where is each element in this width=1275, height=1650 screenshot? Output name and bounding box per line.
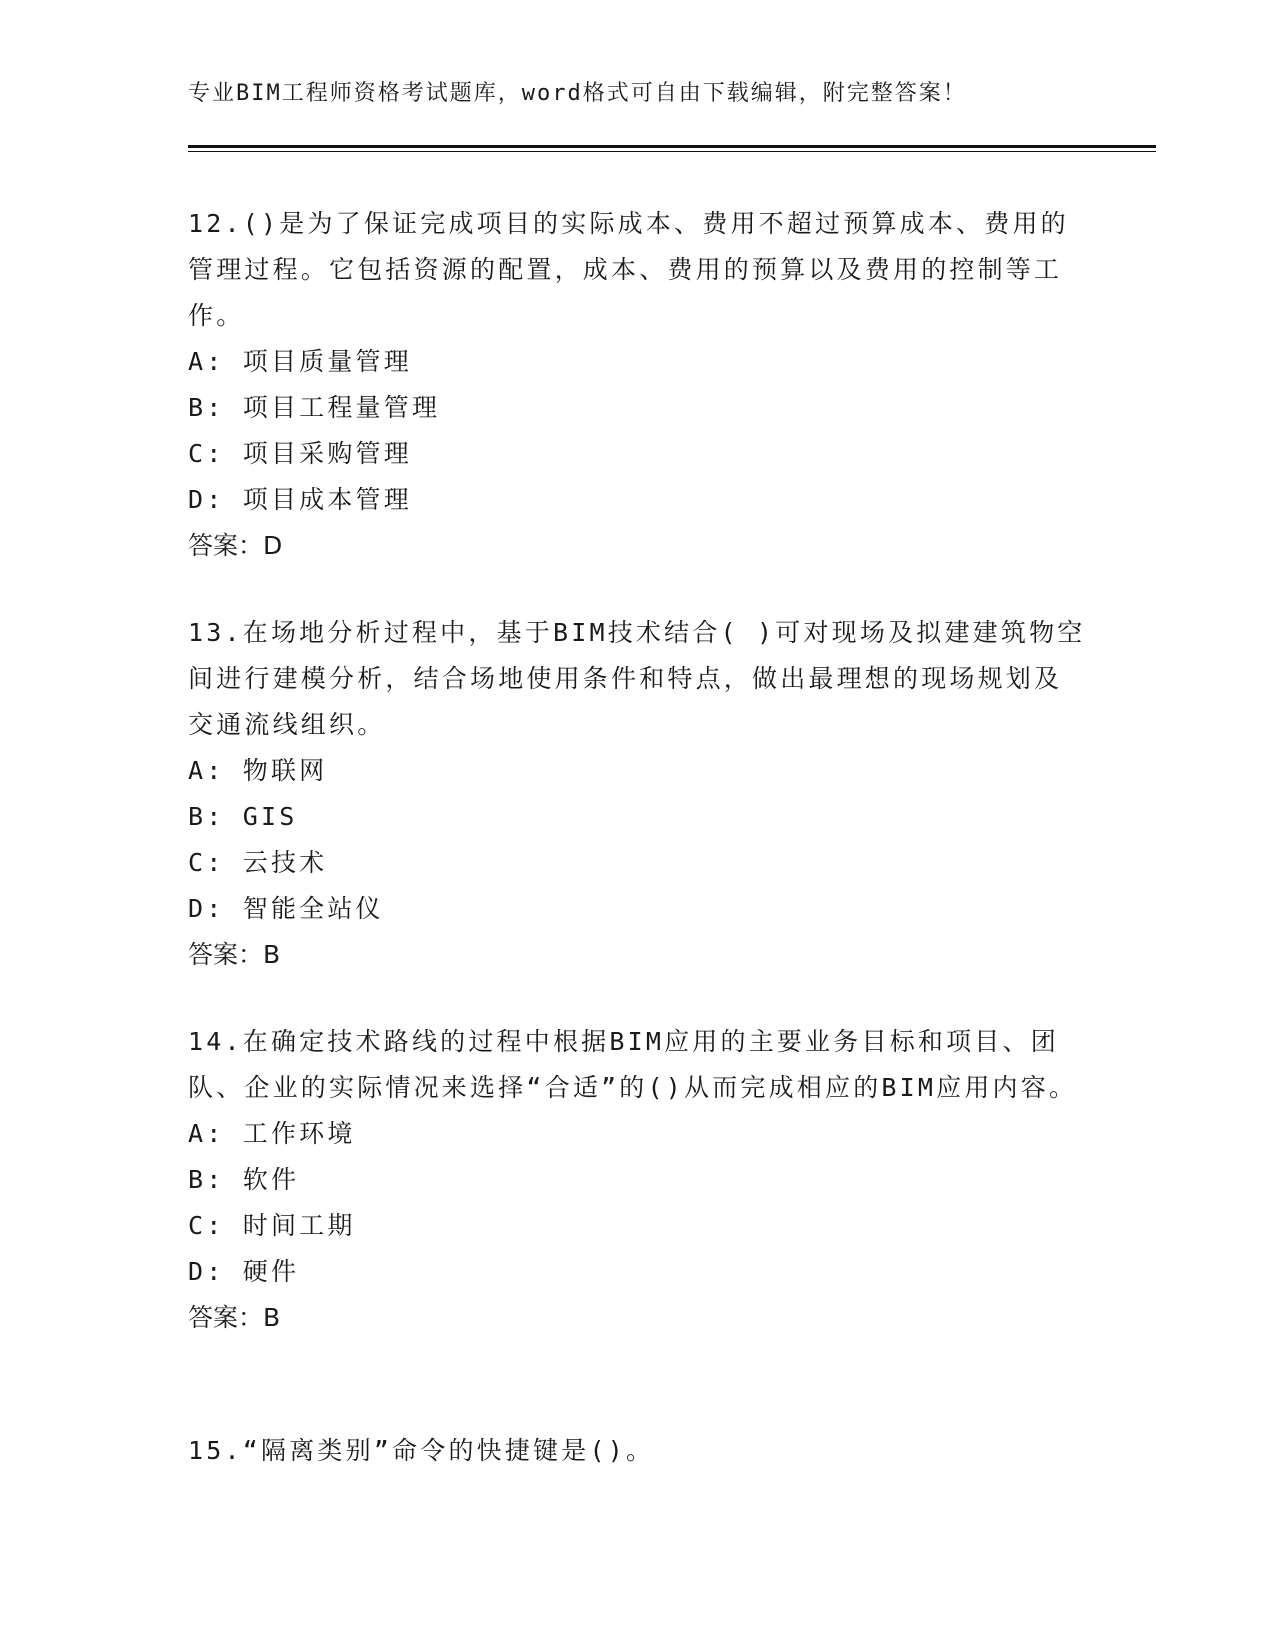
answer: 答案：B <box>188 940 281 969</box>
question-stem: 12.()是为了保证完成项目的实际成本、费用不超过预算成本、费用的管理过程。它包括资源的配置，成本、费用的预算以及费用的控制等工作。 <box>188 209 1069 330</box>
option-d: D: 项目成本管理 <box>188 485 412 514</box>
answer: 答案：B <box>188 1303 281 1332</box>
option-a: A: 工作环境 <box>188 1119 356 1148</box>
option-d: D: 硬件 <box>188 1257 300 1286</box>
header-rule-thin <box>188 151 1156 152</box>
header-note: 专业BIM工程师资格考试题库，word格式可自由下载编辑，附完整答案！ <box>188 81 967 106</box>
option-c: C: 云技术 <box>188 848 328 877</box>
question-stem: 13.在场地分析过程中，基于BIM技术结合( )可对现场及拟建建筑物空间进行建模分析，结合场地使用条件和特点，做出最理想的现场规划及交通流线组织。 <box>188 618 1086 739</box>
option-a: A: 项目质量管理 <box>188 347 412 376</box>
header-rule-thick <box>188 145 1156 148</box>
option-b: B: GIS <box>188 802 298 831</box>
option-c: C: 项目采购管理 <box>188 439 412 468</box>
question-stem: 14.在确定技术路线的过程中根据BIM应用的主要业务目标和项目、团队、企业的实际情况来选择“合适”的()从而完成相应的BIM应用内容。 <box>188 1027 1078 1102</box>
question-14 <box>188 1019 1088 1341</box>
answer: 答案：D <box>188 531 283 560</box>
option-d: D: 智能全站仪 <box>188 894 384 923</box>
option-c: C: 时间工期 <box>188 1211 356 1240</box>
question-15 <box>188 1428 1088 1474</box>
option-b: B: 软件 <box>188 1165 300 1194</box>
question-13 <box>188 610 1088 978</box>
question-stem: 15.“隔离类别”命令的快捷键是()。 <box>188 1436 655 1465</box>
question-12 <box>188 201 1088 569</box>
option-b: B: 项目工程量管理 <box>188 393 441 422</box>
option-a: A: 物联网 <box>188 756 328 785</box>
